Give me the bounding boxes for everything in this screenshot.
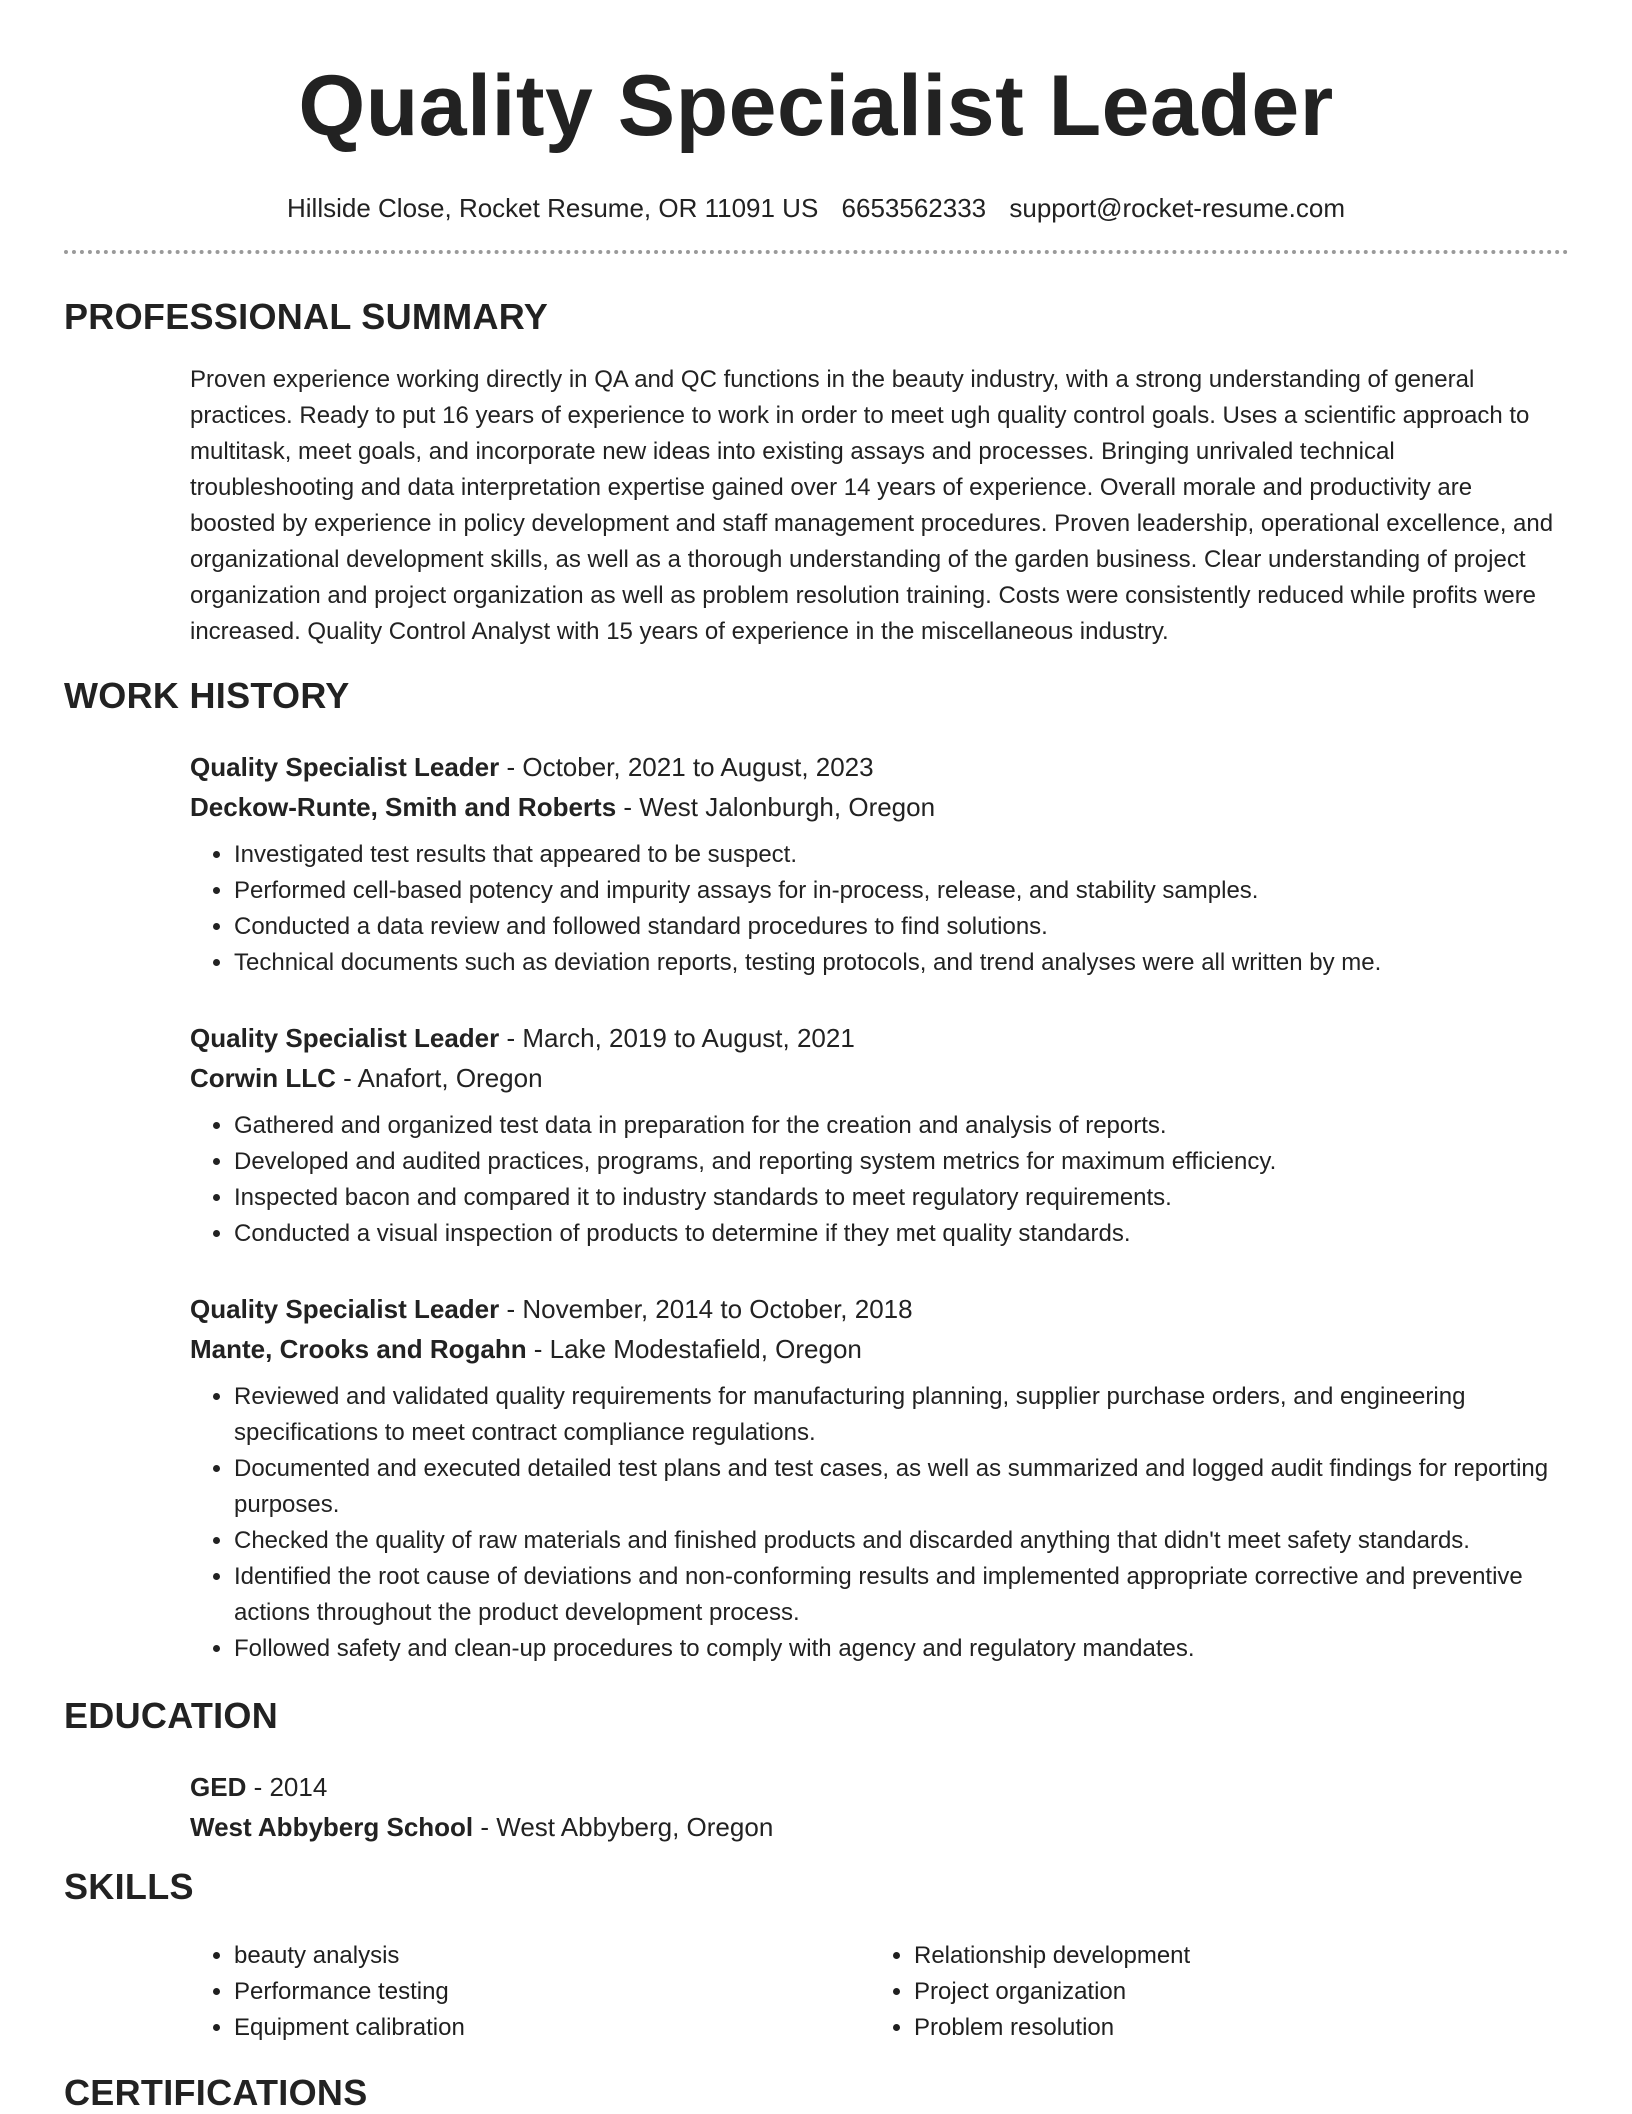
job-bullet: • Gathered and organized test data in preparation for the creation and analysis of reports. bbox=[234, 1108, 1560, 1144]
job-location: - West Jalonburgh, Oregon bbox=[616, 792, 936, 822]
education-location: - West Abbyberg, Oregon bbox=[473, 1812, 774, 1842]
job-bullet: • Identified the root cause of deviations and non-conforming results and implemented appropriate corrective and preventive actions throughout the product development process. bbox=[234, 1559, 1560, 1631]
job-bullet: • Developed and audited practices, programs, and reporting system metrics for maximum efficiency. bbox=[234, 1144, 1560, 1180]
contact-address: Hillside Close, Rocket Resume, OR 11091 US bbox=[287, 193, 819, 223]
section-title-work-history: WORK HISTORY bbox=[64, 675, 350, 716]
job-company: Deckow-Runte, Smith and Roberts bbox=[190, 792, 617, 822]
job-bullets bbox=[190, 1379, 1560, 1667]
job-dates: - March, 2019 to August, 2021 bbox=[499, 1023, 855, 1053]
job-bullet: • Investigated test results that appeared to be suspect. bbox=[234, 837, 1560, 873]
education-school-line bbox=[190, 1807, 1560, 1847]
skills-column-left bbox=[190, 1938, 870, 2046]
job-entry bbox=[190, 1018, 1560, 1252]
job-title-line bbox=[190, 1018, 1560, 1058]
skill-item: • Performance testing bbox=[234, 1974, 870, 2010]
job-title: Quality Specialist Leader bbox=[190, 1023, 500, 1053]
job-bullet: • Conducted a data review and followed standard procedures to find solutions. bbox=[234, 909, 1560, 945]
job-dates: - November, 2014 to October, 2018 bbox=[499, 1294, 913, 1324]
job-entry bbox=[190, 747, 1560, 981]
summary-block bbox=[190, 362, 1560, 650]
education-year: - 2014 bbox=[246, 1772, 328, 1802]
job-bullets bbox=[190, 837, 1560, 981]
contact-phone: 6653562333 bbox=[841, 193, 987, 223]
skills-list bbox=[190, 1938, 1560, 2046]
section-title-skills: SKILLS bbox=[64, 1866, 194, 1907]
job-dates: - October, 2021 to August, 2023 bbox=[499, 752, 874, 782]
job-company: Mante, Crooks and Rogahn bbox=[190, 1334, 527, 1364]
job-company-line bbox=[190, 1058, 1560, 1098]
summary-text: Proven experience working directly in QA and QC functions in the beauty industry, with a strong understanding of general practices. Ready to put 16 years of experience to work in order to meet ugh quality control goals. Uses a scientific approach to multitask, meet goals, and incorporate new ideas into existing assays and processes. Bringing unrivaled technical troubleshooting and data interpretation expertise gained over 14 years of experience. Overall morale and productivity are boosted by experience in policy development and staff management procedures. Proven leadership, operational excellence, and organizational development skills, as well as a thorough understanding of the garden business. Clear understanding of project organization and project organization as well as problem resolution training. Costs were consistently reduced while profits were increased. Quality Control Analyst with 15 years of experience in the miscellaneous industry. bbox=[190, 366, 1554, 645]
education-school: West Abbyberg School bbox=[190, 1812, 474, 1842]
education-degree-line bbox=[190, 1767, 1560, 1807]
job-location: - Anafort, Oregon bbox=[335, 1063, 543, 1093]
job-bullet: • Technical documents such as deviation reports, testing protocols, and trend analyses were all written by me. bbox=[234, 945, 1560, 981]
job-bullet: • Documented and executed detailed test plans and test cases, as well as summarized and logged audit findings for reporting purposes. bbox=[234, 1451, 1560, 1523]
job-bullet: • Checked the quality of raw materials and finished products and discarded anything that didn't meet safety standards. bbox=[234, 1523, 1560, 1559]
skill-item: • Equipment calibration bbox=[234, 2010, 870, 2046]
job-company-line bbox=[190, 1329, 1560, 1369]
education-entry bbox=[190, 1767, 1560, 1847]
skills-column-right bbox=[870, 1938, 1550, 2046]
job-title: Quality Specialist Leader bbox=[190, 1294, 500, 1324]
skill-item: • Relationship development bbox=[914, 1938, 1550, 1974]
job-title-line bbox=[190, 1289, 1560, 1329]
job-bullet: • Inspected bacon and compared it to industry standards to meet regulatory requirements. bbox=[234, 1180, 1560, 1216]
job-bullet: • Followed safety and clean-up procedures to comply with agency and regulatory mandates. bbox=[234, 1631, 1560, 1667]
candidate-name: Quality Specialist Leader bbox=[298, 58, 1334, 154]
job-title-line bbox=[190, 747, 1560, 787]
job-bullet: • Performed cell-based potency and impurity assays for in-process, release, and stability samples. bbox=[234, 873, 1560, 909]
job-entry bbox=[190, 1289, 1560, 1667]
job-company: Corwin LLC bbox=[190, 1063, 336, 1093]
job-bullets bbox=[190, 1108, 1560, 1252]
education-degree: GED bbox=[190, 1772, 247, 1802]
job-bullet: • Conducted a visual inspection of products to determine if they met quality standards. bbox=[234, 1216, 1560, 1252]
job-bullet: • Reviewed and validated quality requirements for manufacturing planning, supplier purchase orders, and engineering specifications to meet contract compliance regulations. bbox=[234, 1379, 1560, 1451]
skill-item: • Problem resolution bbox=[914, 2010, 1550, 2046]
section-title-certifications: CERTIFICATIONS bbox=[64, 2072, 368, 2113]
skill-item: • beauty analysis bbox=[234, 1938, 870, 1974]
job-location: - Lake Modestafield, Oregon bbox=[526, 1334, 862, 1364]
contact-line bbox=[0, 192, 1632, 224]
contact-email: support@rocket-resume.com bbox=[1009, 193, 1345, 223]
job-title: Quality Specialist Leader bbox=[190, 752, 500, 782]
resume-header bbox=[0, 0, 1632, 224]
section-title-education: EDUCATION bbox=[64, 1695, 279, 1736]
header-divider bbox=[64, 250, 1569, 254]
skill-item: • Project organization bbox=[914, 1974, 1550, 2010]
section-title-summary: PROFESSIONAL SUMMARY bbox=[64, 296, 549, 337]
job-company-line bbox=[190, 787, 1560, 827]
